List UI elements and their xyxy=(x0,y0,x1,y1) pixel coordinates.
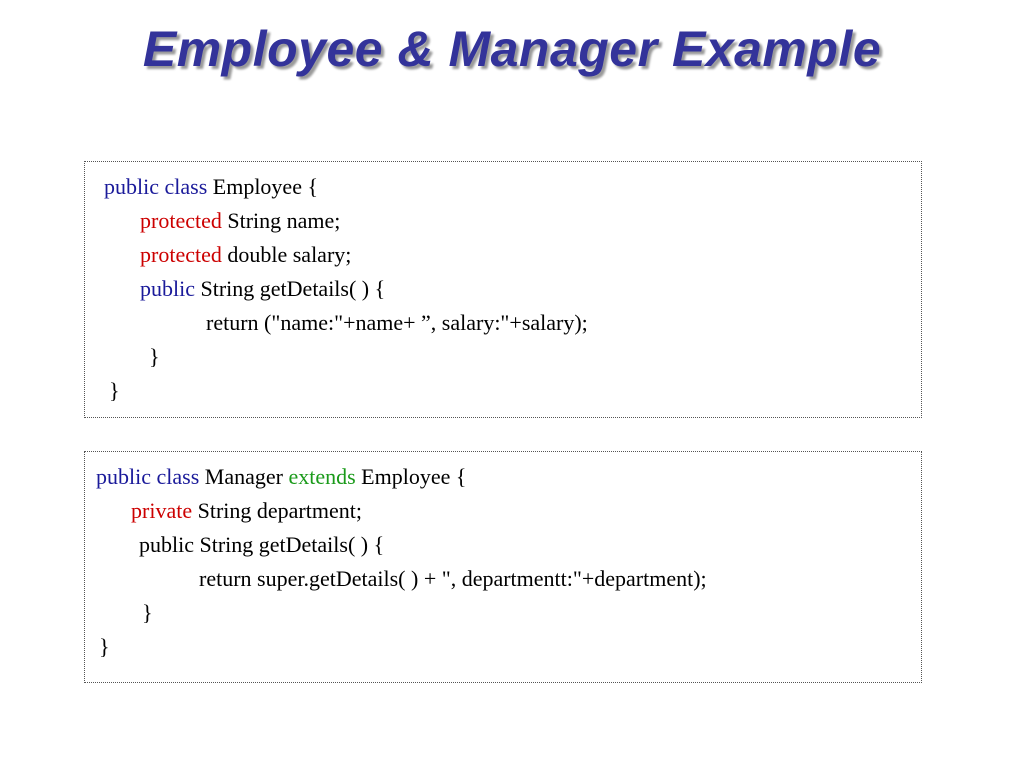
code-line xyxy=(142,598,153,628)
code-text: String getDetails( ) { xyxy=(195,276,386,301)
slide-title: Employee & Manager Example xyxy=(142,21,882,77)
code-text: } xyxy=(149,344,160,369)
code-line xyxy=(99,632,110,662)
code-text: Employee { xyxy=(355,464,467,489)
code-line xyxy=(139,530,384,560)
code-text: } xyxy=(142,600,153,625)
keyword: extends xyxy=(288,464,356,489)
code-line xyxy=(96,462,466,492)
code-line xyxy=(131,496,362,526)
code-text: double salary; xyxy=(221,242,352,267)
keyword: protected xyxy=(140,208,222,233)
code-line xyxy=(149,342,160,372)
code-text: return ("name:"+name+ ”, salary:"+salary); xyxy=(206,310,588,335)
keyword: public class xyxy=(96,464,200,489)
code-line xyxy=(140,274,385,304)
code-text: return super.getDetails( ) + ", departmentt:"+department); xyxy=(199,566,707,591)
code-line xyxy=(140,240,351,270)
code-text: String name; xyxy=(221,208,341,233)
code-line xyxy=(199,564,707,594)
code-line xyxy=(206,308,588,338)
keyword: public class xyxy=(104,174,208,199)
keyword: private xyxy=(131,498,193,523)
employee-code-box xyxy=(84,161,922,418)
keyword: protected xyxy=(140,242,222,267)
code-text: } xyxy=(109,378,120,403)
code-line xyxy=(140,206,340,236)
code-text: String department; xyxy=(192,498,362,523)
manager-code-box xyxy=(84,451,922,683)
code-line xyxy=(109,376,120,406)
keyword: public xyxy=(140,276,195,301)
code-text: Employee { xyxy=(207,174,319,199)
code-line xyxy=(104,172,318,202)
code-text: } xyxy=(99,634,110,659)
code-text: Manager xyxy=(199,464,289,489)
code-text: public String getDetails( ) { xyxy=(139,532,385,557)
